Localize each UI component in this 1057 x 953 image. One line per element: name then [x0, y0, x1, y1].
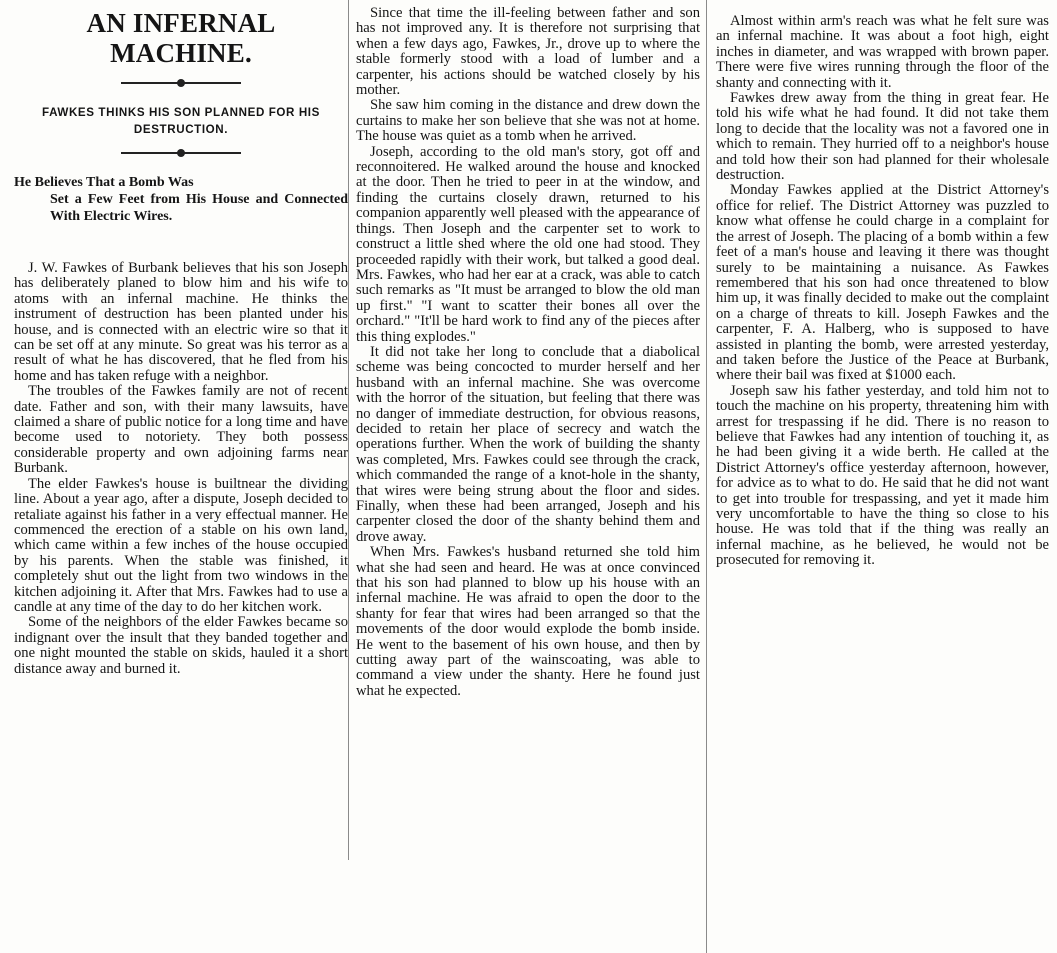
paragraph: She saw him coming in the distance and drew down the curtains to make her son believe that she was not at home. The house was quiet as a tomb when he arrived. [356, 97, 700, 145]
deck [14, 174, 348, 225]
deck-line-1: He Believes That a Bomb Was [14, 175, 194, 190]
ornament-rule-2 [121, 146, 241, 160]
subheadline: FAWKES THINKS HIS SON PLANNED FOR HIS DESTRUCTION. [42, 106, 320, 136]
column-3 [716, 14, 1049, 569]
deck-line-rest: Set a Few Feet from His House and Connected With Electric Wires. [50, 192, 348, 224]
column-2 [356, 6, 700, 699]
ornament-rule-1 [121, 76, 241, 90]
column-1 [14, 0, 348, 677]
paragraph: Joseph saw his father yesterday, and told him not to touch the machine on his property, threatening him with arrest for trespassing if he did. There is no reason to believe that Fawkes had any intention of touching it, as he had been giving it a wide berth. He called at the District Attorney's office yesterday afternoon, however, for advice as to what to do. He said that he did not want to get into trouble for trespassing, and yet it made him very uncomfortable to have the thing so close to his house. He was told that if the thing was really an infernal machine, as he believed, he would not be prosecuted for removing it. [716, 382, 1049, 569]
paragraph: It did not take her long to conclude that a diabolical scheme was being concocted to murder herself and her husband with an infernal machine. She was overcome with the horror of the situation, but feeling that there was no danger of immediate destruction, for obvious reasons, decided to retain her place of secrecy and watch the operations further. When the work of building the shanty was completed, Mrs. Fawkes could see through the crack, which commanded the range of a knot-hole in the shanty, that wires were being strung about the floor and sides. Finally, when these had been arranged, Joseph and his carpenter closed the door of the shanty behind them and drove away. [356, 343, 700, 545]
paragraph: When Mrs. Fawkes's husband returned she told him what she had seen and heard. He was at once convinced that his son had planned to blow up his house with an infernal machine. He was afraid to open the door to the shanty for fear that wires had been arranged so that the movements of the door would explode the bomb inside. He went to the basement of his own house, and then by cutting away part of the wainscoating, was able to command a view under the shanty. Here he found just what he expected. [356, 544, 700, 699]
paragraph: Joseph, according to the old man's story, got off and reconnoitered. He walked around the house and knocked at the door. Then he tried to peer in at the window, and finding the curtains closely drawn, returned to his companion apparently well pleased with the appearance of things. Then Joseph and the carpenter set to work to construct a little shed where the old one had stood. They proceeded rapidly with their work, but talked a good deal. Mrs. Fawkes, who had her ear at a crack, was able to catch such remarks as "It must be arranged to blow the old man up first." "I want to scatter their bones all over the orchard." "It'll be hard work to find any of the pieces after this thing explodes." [356, 143, 700, 345]
paragraph: J. W. Fawkes of Burbank believes that his son Joseph has deliberately planed to blow him and his wife to atoms with an infernal machine. He thinks the instrument of destruction has been planted under his house, and is connected with an electric wire so that it can be set off at any minute. So great was his terror as a result of what he has discovered, that he fled from his home and has taken refuge with a neighbor. [14, 260, 348, 384]
paragraph: Monday Fawkes applied at the District Attorney's office for relief. The District Attorney was puzzled to know what offense he could charge in a complaint for the arrest of Joseph. The placing of a bomb within a few feet of a man's house and leaving it there was thought surely to be maintaining a nuisance. As Fawkes remembered that his son had once threatened to blow him up, it was finally decided to make out the complaint on a charge of threats to kill. Joseph Fawkes and the carpenter, F. A. Halberg, who is supposed to have assisted in planting the bomb, were arrested yesterday, and taken before the Justice of the Peace at Burbank, where their bail was fixed at $1000 each. [716, 182, 1049, 384]
column-rule-2 [706, 0, 707, 953]
paragraph: Fawkes drew away from the thing in great fear. He told his wife what he had found. It did not take them long to decide that the locality was not a favored one in which to remain. They hurried off to a neighbor's house and told how their son had planned for their wholesale destruction. [716, 90, 1049, 184]
paragraph: The troubles of the Fawkes family are not of recent date. Father and son, with their many lawsuits, have claimed a share of public notice for a long time and have become used to notoriety. They both possess considerable property and own adjoining farms near Burbank. [14, 383, 348, 477]
paragraph: The elder Fawkes's house is builtnear the dividing line. About a year ago, after a dispute, Joseph decided to retaliate against his father in a very effectual manner. He commenced the erection of a stable on his own land, which came within a few inches of the house occupied by his parents. When the stable was finished, it completely shut out the light from two windows in the kitchen adjoining it. After that Mrs. Fawkes had to use a candle at any time of the day to do her kitchen work. [14, 475, 348, 615]
paragraph: Almost within arm's reach was what he felt sure was an infernal machine. It was about a foot high, eight inches in diameter, and was wrapped with brown paper. There were five wires running through the floor of the shanty and connecting with it. [716, 13, 1049, 91]
column-rule-1 [348, 0, 349, 860]
paragraph: Some of the neighbors of the elder Fawkes became so indignant over the insult that they banded together and one night mounted the stable on skids, hauled it a short distance away and burned it. [14, 614, 348, 677]
paragraph: Since that time the ill-feeling between father and son has not improved any. It is therefore not surprising that when a few days ago, Fawkes, Jr., drove up to where the stable formerly stood with a load of lumber and a carpenter, his actions should be watched closely by his mother. [356, 5, 700, 99]
headline: AN INFERNAL MACHINE. [86, 8, 276, 68]
